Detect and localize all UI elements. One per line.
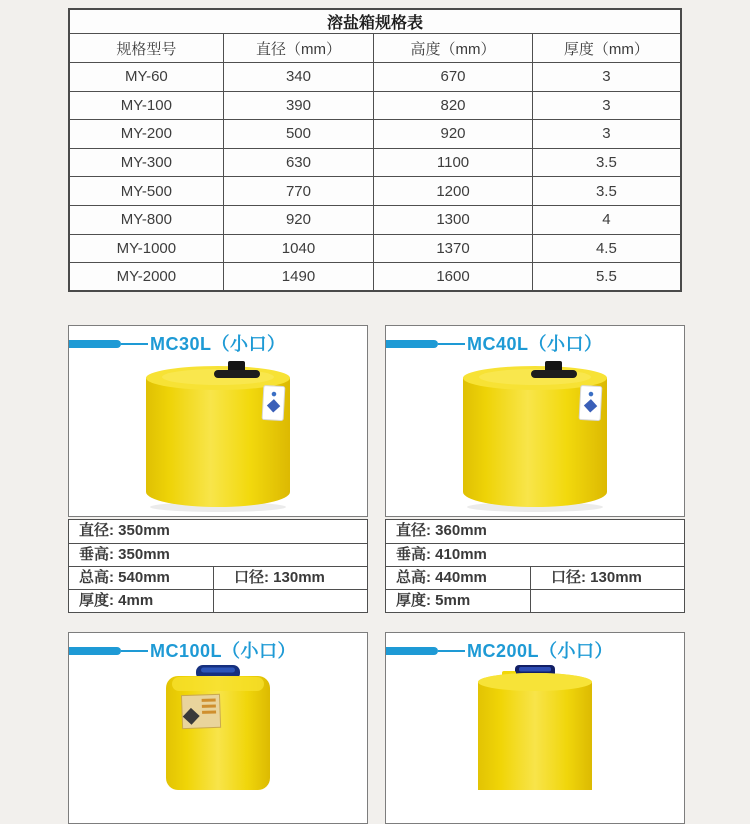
spec-row-diameter bbox=[386, 520, 684, 543]
spec-vertical-height: 垂高: 350mm bbox=[79, 546, 170, 563]
header-model: 规格型号 bbox=[69, 34, 223, 63]
cell-thickness: 3 bbox=[532, 91, 681, 120]
cell-diameter: 770 bbox=[223, 177, 374, 206]
card-title-row bbox=[69, 335, 367, 353]
spec-table-title-row bbox=[69, 9, 681, 34]
cell-diameter: 630 bbox=[223, 148, 374, 177]
card-title: MC30L（小口） bbox=[150, 334, 286, 354]
spec-table bbox=[68, 8, 682, 292]
cell-height: 1370 bbox=[374, 234, 533, 263]
cell-height: 1300 bbox=[374, 205, 533, 234]
product-image-box bbox=[385, 325, 685, 517]
title-bullet-bar bbox=[69, 340, 121, 348]
card-title: MC200L（小口） bbox=[467, 641, 614, 661]
title-bullet-bar bbox=[69, 647, 121, 655]
table-row bbox=[69, 177, 681, 206]
cell-model: MY-1000 bbox=[69, 234, 223, 263]
title-bullet-line bbox=[121, 650, 148, 652]
table-row bbox=[69, 205, 681, 234]
cell-model: MY-2000 bbox=[69, 263, 223, 292]
table-row bbox=[69, 120, 681, 149]
title-bullet-line bbox=[438, 650, 465, 652]
cell-height: 1200 bbox=[374, 177, 533, 206]
cell-thickness: 3 bbox=[532, 63, 681, 92]
title-bullet-bar bbox=[386, 340, 438, 348]
product-card-mc40l bbox=[385, 325, 685, 613]
card-title-row bbox=[69, 642, 367, 660]
cell-diameter: 1490 bbox=[223, 263, 374, 292]
card-title-row bbox=[386, 335, 684, 353]
cell-model: MY-800 bbox=[69, 205, 223, 234]
spec-row-thickness bbox=[386, 589, 684, 612]
title-bullet-line bbox=[121, 343, 148, 345]
header-height: 高度（mm） bbox=[374, 34, 533, 63]
cell-model: MY-500 bbox=[69, 177, 223, 206]
cell-diameter: 390 bbox=[223, 91, 374, 120]
tank-photo-square bbox=[69, 665, 367, 795]
tank-photo-small-mouth bbox=[386, 358, 684, 517]
cell-height: 670 bbox=[374, 63, 533, 92]
spec-thickness: 厚度: 4mm bbox=[69, 590, 214, 612]
table-row bbox=[69, 263, 681, 292]
cell-height: 1100 bbox=[374, 148, 533, 177]
spec-diameter: 直径: 350mm bbox=[79, 522, 170, 539]
cell-model: MY-60 bbox=[69, 63, 223, 92]
card-title-row bbox=[386, 642, 684, 660]
header-diameter: 直径（mm） bbox=[223, 34, 374, 63]
cell-model: MY-100 bbox=[69, 91, 223, 120]
table-row bbox=[69, 148, 681, 177]
product-card-mc30l bbox=[68, 325, 368, 613]
cell-thickness: 3.5 bbox=[532, 177, 681, 206]
spec-empty-cell bbox=[531, 590, 684, 612]
spec-table-title: 溶盐箱规格表 bbox=[69, 9, 681, 34]
product-image-box bbox=[68, 632, 368, 824]
tank-photo-small-mouth bbox=[69, 358, 367, 517]
spec-row-thickness bbox=[69, 589, 367, 612]
cell-thickness: 4 bbox=[532, 205, 681, 234]
card-spec-table bbox=[385, 519, 685, 613]
cell-thickness: 3.5 bbox=[532, 148, 681, 177]
spec-row-vertical-height bbox=[69, 543, 367, 566]
product-image-box bbox=[68, 325, 368, 517]
cell-height: 920 bbox=[374, 120, 533, 149]
cell-diameter: 1040 bbox=[223, 234, 374, 263]
spec-row-diameter bbox=[69, 520, 367, 543]
cell-thickness: 4.5 bbox=[532, 234, 681, 263]
spec-empty-cell bbox=[214, 590, 367, 612]
table-row bbox=[69, 91, 681, 120]
card-title: MC100L（小口） bbox=[150, 641, 297, 661]
spec-diameter: 直径: 360mm bbox=[396, 522, 487, 539]
product-card-mc100l bbox=[68, 632, 368, 824]
product-image-box bbox=[385, 632, 685, 824]
spec-row-total-height bbox=[386, 566, 684, 589]
cell-model: MY-200 bbox=[69, 120, 223, 149]
tank-photo-cylinder bbox=[386, 665, 684, 795]
cell-diameter: 500 bbox=[223, 120, 374, 149]
spec-total-height: 总高: 440mm bbox=[386, 567, 531, 589]
spec-row-vertical-height bbox=[386, 543, 684, 566]
cell-diameter: 920 bbox=[223, 205, 374, 234]
spec-mouth-diameter: 口径: 130mm bbox=[234, 569, 325, 586]
table-row bbox=[69, 234, 681, 263]
spec-vertical-height: 垂高: 410mm bbox=[396, 546, 487, 563]
cell-model: MY-300 bbox=[69, 148, 223, 177]
card-title: MC40L（小口） bbox=[467, 334, 603, 354]
spec-row-total-height bbox=[69, 566, 367, 589]
spec-mouth-diameter: 口径: 130mm bbox=[551, 569, 642, 586]
cell-diameter: 340 bbox=[223, 63, 374, 92]
cell-thickness: 5.5 bbox=[532, 263, 681, 292]
spec-thickness: 厚度: 5mm bbox=[386, 590, 531, 612]
header-thickness: 厚度（mm） bbox=[532, 34, 681, 63]
product-card-mc200l bbox=[385, 632, 685, 824]
spec-total-height: 总高: 540mm bbox=[69, 567, 214, 589]
card-spec-table bbox=[68, 519, 368, 613]
cell-thickness: 3 bbox=[532, 120, 681, 149]
title-bullet-bar bbox=[386, 647, 438, 655]
spec-table-header-row bbox=[69, 34, 681, 63]
title-bullet-line bbox=[438, 343, 465, 345]
cell-height: 1600 bbox=[374, 263, 533, 292]
table-row bbox=[69, 63, 681, 92]
cell-height: 820 bbox=[374, 91, 533, 120]
